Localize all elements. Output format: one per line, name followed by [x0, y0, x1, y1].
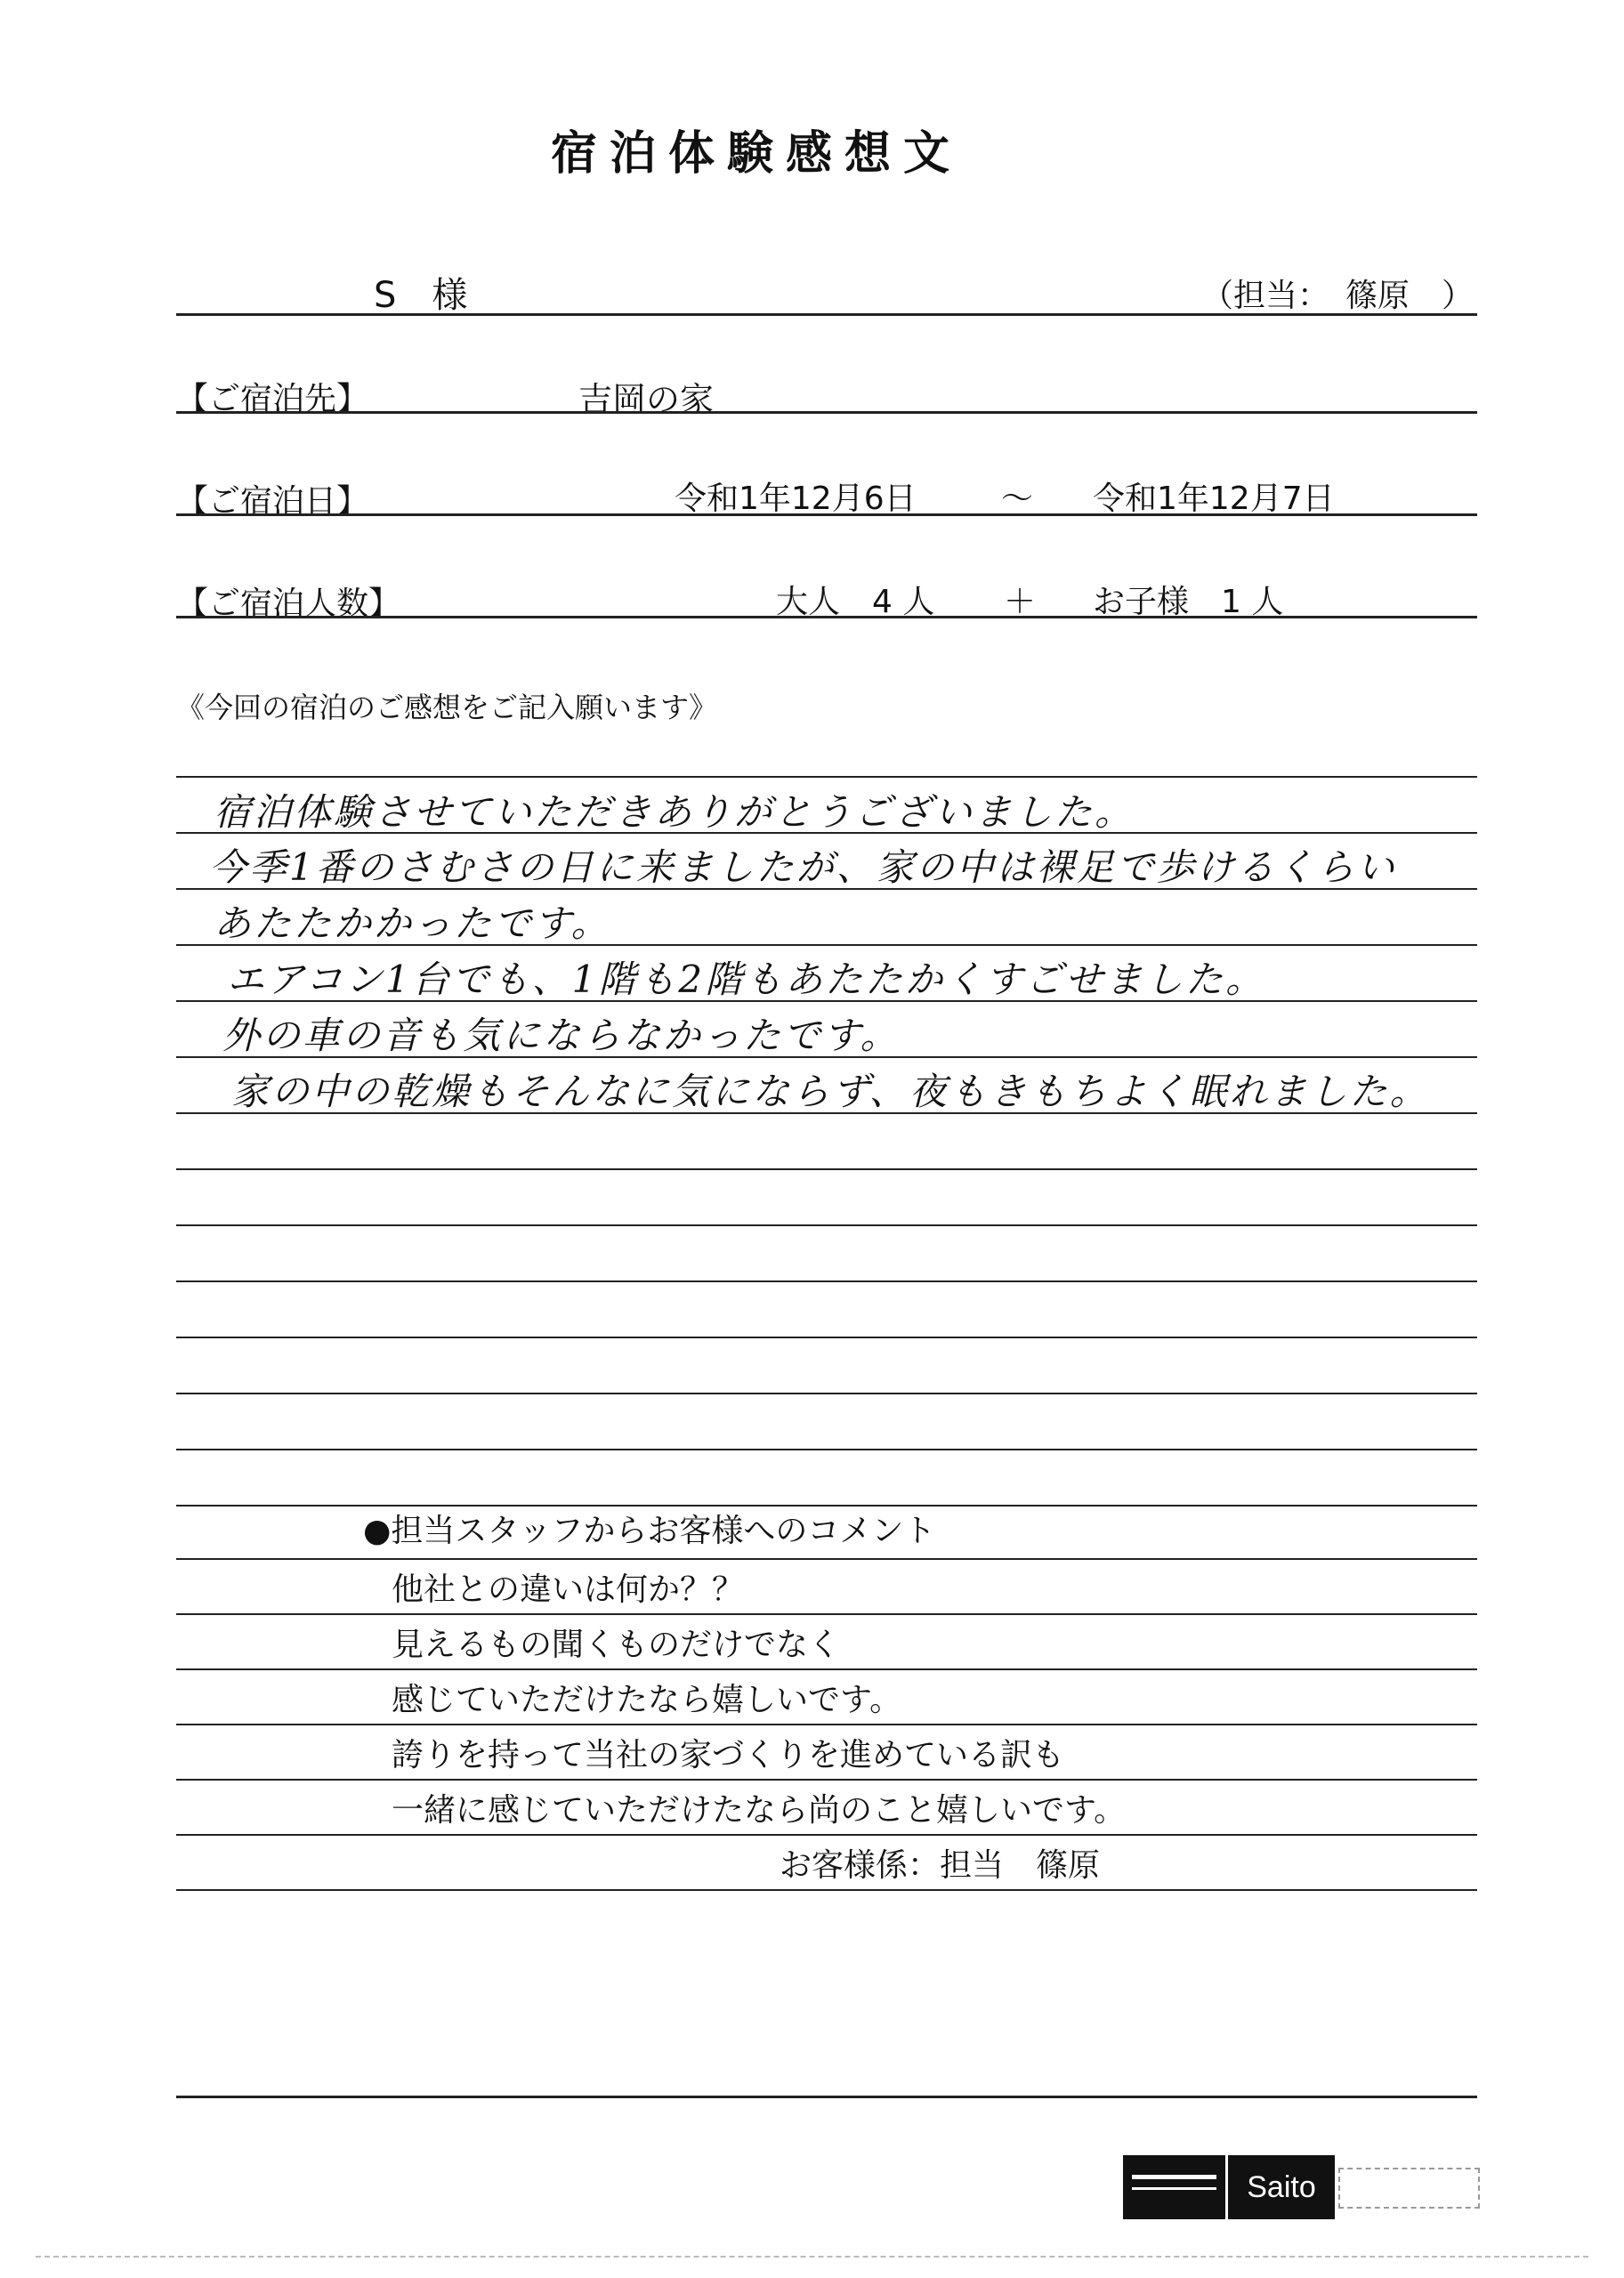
writing-line — [176, 1613, 1477, 1615]
people-label: 【ご宿泊人数】 — [176, 586, 401, 622]
staff-name: （担当： 篠原 ） — [1201, 278, 1475, 314]
impression-line: 家の中の乾燥もそんなに気にならず、夜もきもちよく眠れました。 — [231, 1070, 1430, 1113]
date-from: 令和1年12月6日 — [675, 481, 917, 517]
bottom-divider — [176, 2096, 1477, 2098]
date-to: 令和1年12月7日 — [1093, 481, 1335, 517]
writing-line — [176, 1168, 1477, 1170]
writing-line — [176, 1834, 1477, 1836]
staff-comment-line: 一緒に感じていただけたなら尚のこと嬉しいです。 — [392, 1792, 1127, 1829]
destination-value: 吉岡の家 — [578, 380, 715, 419]
impression-line: エアコン1台でも、1階も2階もあたたかくすごせました。 — [227, 957, 1266, 1001]
impression-line: あたたかかったです。 — [214, 901, 611, 945]
writing-line — [176, 1558, 1477, 1560]
writing-line — [176, 1724, 1477, 1725]
children-count: お子様 1 人 — [1093, 584, 1284, 620]
staff-comment-line: 他社との違いは何か？？ — [392, 1571, 745, 1608]
company-logo — [1123, 2155, 1479, 2219]
writing-line — [176, 1224, 1477, 1226]
staff-comment-line: 感じていただけたなら嬉しいです。 — [392, 1682, 902, 1718]
staff-signature: お客様係：担当 篠原 — [780, 1847, 1101, 1884]
staff-comment-heading: ●担当スタッフからお客様へのコメント — [363, 1513, 936, 1549]
writing-line — [176, 776, 1477, 778]
divider — [176, 616, 1477, 618]
writing-line — [176, 1337, 1477, 1338]
impression-line: 外の車の音も気にならなかったです。 — [222, 1014, 901, 1057]
staff-comment-line: 誇りを持って当社の家づくりを進めている訳も — [392, 1737, 1065, 1773]
writing-line — [176, 888, 1477, 890]
impression-line: 宿泊体験させていただきありがとうございました。 — [214, 790, 1135, 834]
writing-line — [176, 1056, 1477, 1058]
customer-name: S 様 — [374, 275, 468, 316]
writing-line — [176, 832, 1477, 834]
logo-stripe — [1132, 2187, 1216, 2190]
writing-line — [176, 1668, 1477, 1670]
writing-line — [176, 1889, 1477, 1891]
date-separator: ～ — [1001, 481, 1034, 517]
divider — [176, 513, 1477, 516]
date-label: 【ご宿泊日】 — [176, 483, 369, 520]
impression-line: 今季1番のさむさの日に来ましたが、家の中は裸足で歩けるくらい — [209, 845, 1397, 889]
logo-mark-block — [1123, 2155, 1225, 2219]
impression-prompt: 《今回の宿泊のご感想をご記入願います》 — [176, 691, 718, 724]
writing-line — [176, 1393, 1477, 1394]
staff-comment-line: 見えるもの聞くものだけでなく — [392, 1627, 841, 1663]
writing-line — [176, 1449, 1477, 1450]
divider — [176, 411, 1477, 414]
writing-line — [176, 1280, 1477, 1282]
divider — [176, 313, 1477, 316]
adults-count: 大人 4 人 — [776, 584, 935, 620]
destination-label: 【ご宿泊先】 — [176, 381, 369, 417]
logo-stripe — [1132, 2175, 1216, 2179]
scan-edge-line — [36, 2256, 1588, 2258]
writing-line — [176, 1779, 1477, 1781]
writing-line — [176, 1112, 1477, 1114]
logo-subtext-graphic — [1338, 2168, 1480, 2209]
writing-line — [176, 944, 1477, 946]
logo-text: Saito — [1228, 2155, 1335, 2219]
writing-line — [176, 1000, 1477, 1002]
plus-sign: ＋ — [1004, 584, 1037, 620]
page-title: 宿泊体験感想文 — [550, 127, 962, 181]
